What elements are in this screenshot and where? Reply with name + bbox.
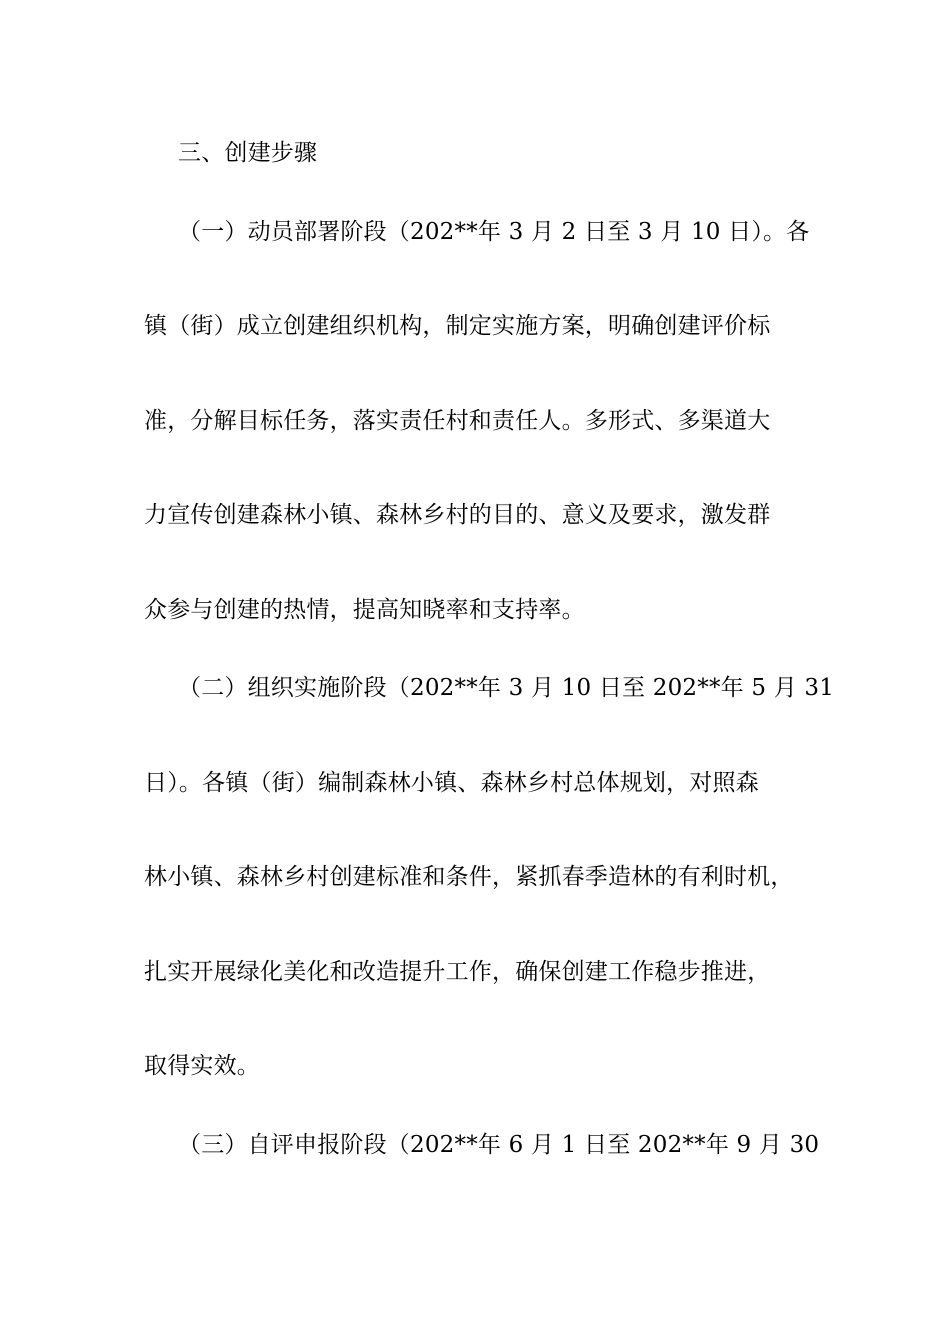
paragraph-line: 镇（街）成立创建组织机构，制定实施方案，明确创建评价标 [144,313,771,339]
paragraph-line: （三）自评申报阶段（202**年 6 月 1 日至 202**年 9 月 30 [178,1132,820,1158]
section-heading: 三、创建步骤 [178,140,318,166]
paragraph-line: 取得实效。 [144,1053,260,1079]
paragraph-line: 准，分解目标任务，落实责任村和责任人。多形式、多渠道大 [144,408,771,434]
paragraph-line: （二）组织实施阶段（202**年 3 月 10 日至 202**年 5 月 31 [178,675,835,701]
paragraph-line: 林小镇、森林乡村创建标准和条件，紧抓春季造林的有利时机， [144,864,794,890]
paragraph-line: 扎实开展绿化美化和改造提升工作，确保创建工作稳步推进， [144,959,771,985]
paragraph-line: 众参与创建的热情，提高知晓率和支持率。 [144,597,585,623]
paragraph-line: 日）。各镇（街）编制森林小镇、森林乡村总体规划，对照森 [144,770,759,796]
paragraph-line: （一）动员部署阶段（202**年 3 月 2 日至 3 月 10 日）。各 [178,219,810,245]
paragraph-line: 力宣传创建森林小镇、森林乡村的目的、意义及要求，激发群 [144,502,771,528]
